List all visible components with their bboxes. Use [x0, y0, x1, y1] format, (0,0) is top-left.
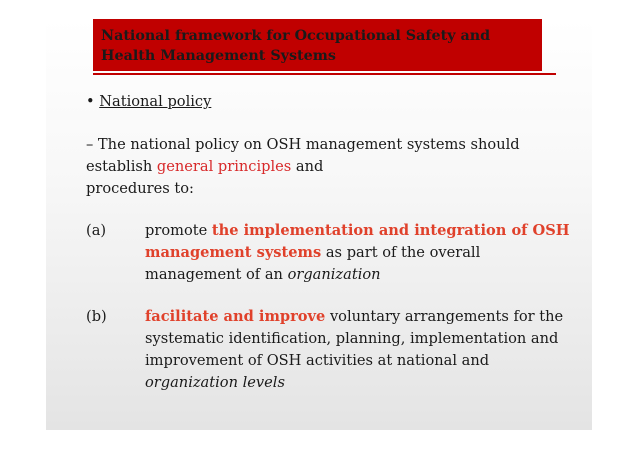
- item-b-line-3: improvement of OSH activities at national and: [145, 352, 490, 369]
- item-b-line-2: systematic identification, planning, implementation and: [145, 330, 559, 347]
- section-heading-text: National policy: [99, 93, 212, 110]
- item-a-line-1: [145, 220, 570, 242]
- item-a-bold-2: management systems: [145, 244, 322, 261]
- item-a-promote: promote: [145, 222, 208, 239]
- intro-text-establish: establish: [86, 158, 153, 175]
- item-a-overall: as part of the overall: [325, 244, 481, 261]
- item-a-organization: organization: [287, 266, 381, 283]
- item-a-line-2: [145, 242, 480, 264]
- item-b-label: (b): [86, 308, 107, 325]
- item-a-label: (a): [86, 222, 107, 239]
- item-b-line-1: [145, 306, 563, 328]
- title-underline-rule: [93, 73, 556, 75]
- title-banner: [93, 19, 542, 71]
- bullet-icon: •: [86, 93, 95, 110]
- intro-text-and: and: [295, 158, 324, 175]
- item-a-management: management of an: [145, 266, 283, 283]
- title-line-1: National framework for Occupational Safety and: [101, 28, 491, 44]
- item-a-bold-1: the implementation and integration of OSH: [211, 222, 570, 239]
- item-b-voluntary: voluntary arrangements for the: [329, 308, 564, 325]
- item-b-line-4: organization levels: [145, 374, 285, 391]
- item-b-bold: facilitate and improve: [145, 308, 326, 325]
- title-line-2: Health Management Systems: [101, 48, 336, 64]
- intro-line-2: [86, 156, 323, 178]
- item-a-line-3: [145, 264, 381, 286]
- section-heading: [86, 91, 211, 113]
- intro-highlight: general principles: [156, 158, 292, 175]
- intro-line-1: – The national policy on OSH management systems should: [86, 136, 520, 153]
- intro-line-3: procedures to:: [86, 180, 194, 197]
